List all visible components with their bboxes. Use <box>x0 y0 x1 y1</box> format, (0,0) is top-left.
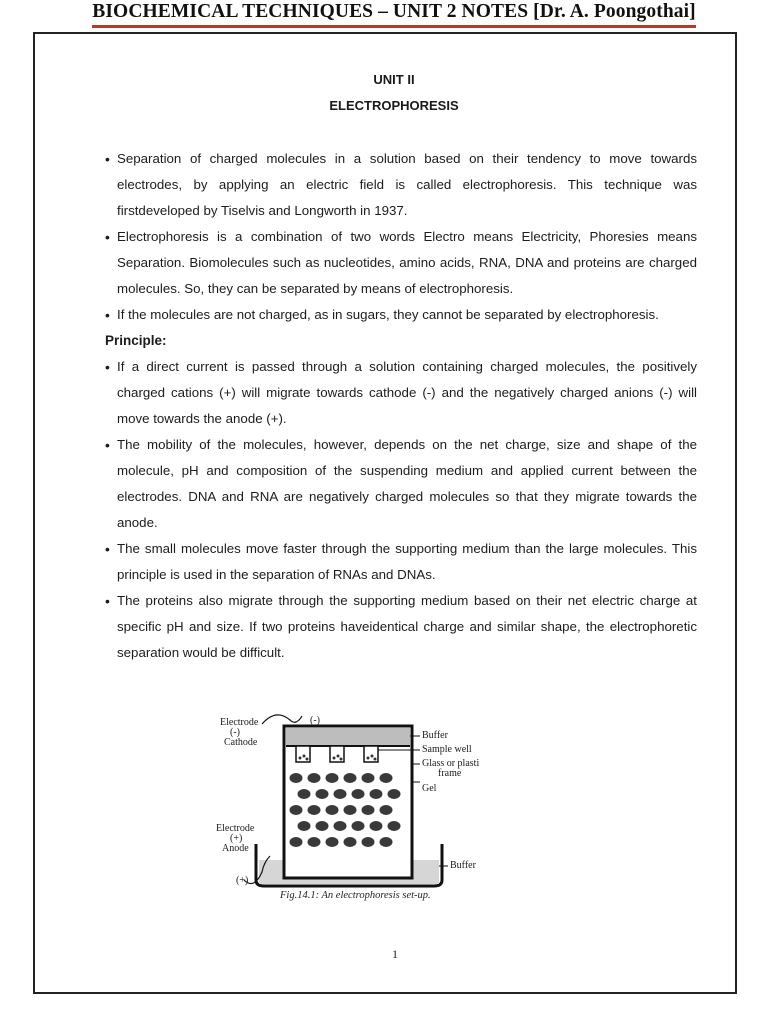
principle-bullet-4: • The proteins also migrate through the supporting medium based on their net electric charge at specific pH and size. If two proteins haveidentical charge and similar shape, the electrophoretic separation would be difficult. <box>105 588 697 666</box>
label-electrode-top: Electrode <box>220 717 259 728</box>
label-anode: Anode <box>222 843 249 854</box>
intro-bullet-3: • If the molecules are not charged, as in sugars, they cannot be separated by electrophoresis. <box>105 302 697 328</box>
principle-bullet-3: • The small molecules move faster through the supporting medium than the large molecules. This principle is used in the separation of RNAs and DNAs. <box>105 536 697 588</box>
label-sample-well: Sample well <box>422 744 472 755</box>
principle-bullet-2: • The mobility of the molecules, however, depends on the net charge, size and shape of the molecule, pH and composition of the suspending medium and applied current between the electrodes. DNA and RNA are negatively charged molecules so that they migrate towards the anode. <box>105 432 697 536</box>
label-buffer-top: Buffer <box>422 730 448 741</box>
running-header: BIOCHEMICAL TECHNIQUES – UNIT 2 NOTES [Dr. A. Poongothai] <box>92 1 696 22</box>
label-glass-frame: Glass or plasti <box>422 758 480 769</box>
unit-title: UNIT II <box>373 72 415 87</box>
label-cathode: Cathode <box>224 737 258 748</box>
cathode-wire <box>262 715 302 724</box>
label-minus-wire: (-) <box>310 715 320 726</box>
electrophoresis-figure <box>214 712 484 908</box>
label-electrode-bottom: Electrode <box>216 823 255 834</box>
page-number: 1 <box>392 947 398 961</box>
figure-caption: Fig.14.1: An electrophoresis set-up. <box>280 890 431 901</box>
label-minus-top: (-) <box>230 727 240 738</box>
label-gel: Gel <box>422 783 437 794</box>
principle-heading: Principle: <box>105 333 167 348</box>
header-rule <box>92 25 696 28</box>
label-plus-wire: (+) <box>236 875 249 886</box>
intro-bullet-1: • Separation of charged molecules in a solution based on their tendency to move towards electrodes, by applying an electric field is called electrophoresis. This technique was firstdeveloped by Tiselvis and Longworth in 1937. <box>105 146 697 224</box>
top-buffer <box>286 728 410 746</box>
label-buffer-bottom: Buffer <box>450 860 476 871</box>
intro-bullet-2: • Electrophoresis is a combination of two words Electro means Electricity, Phoresies means Separation. Biomolecules such as nucleotides, amino acids, RNA, DNA and proteins are charged molecules. So, they can be separated by means of electrophoresis. <box>105 224 697 302</box>
chapter-title: ELECTROPHORESIS <box>329 98 459 113</box>
body-text <box>105 146 697 666</box>
principle-bullet-1: • If a direct current is passed through a solution containing charged molecules, the positively charged cations (+) will migrate towards cathode (-) and the negatively charged anions (-) will move towards the anode (+). <box>105 354 697 432</box>
label-plus-left: (+) <box>230 833 243 844</box>
label-frame: frame <box>438 768 462 779</box>
